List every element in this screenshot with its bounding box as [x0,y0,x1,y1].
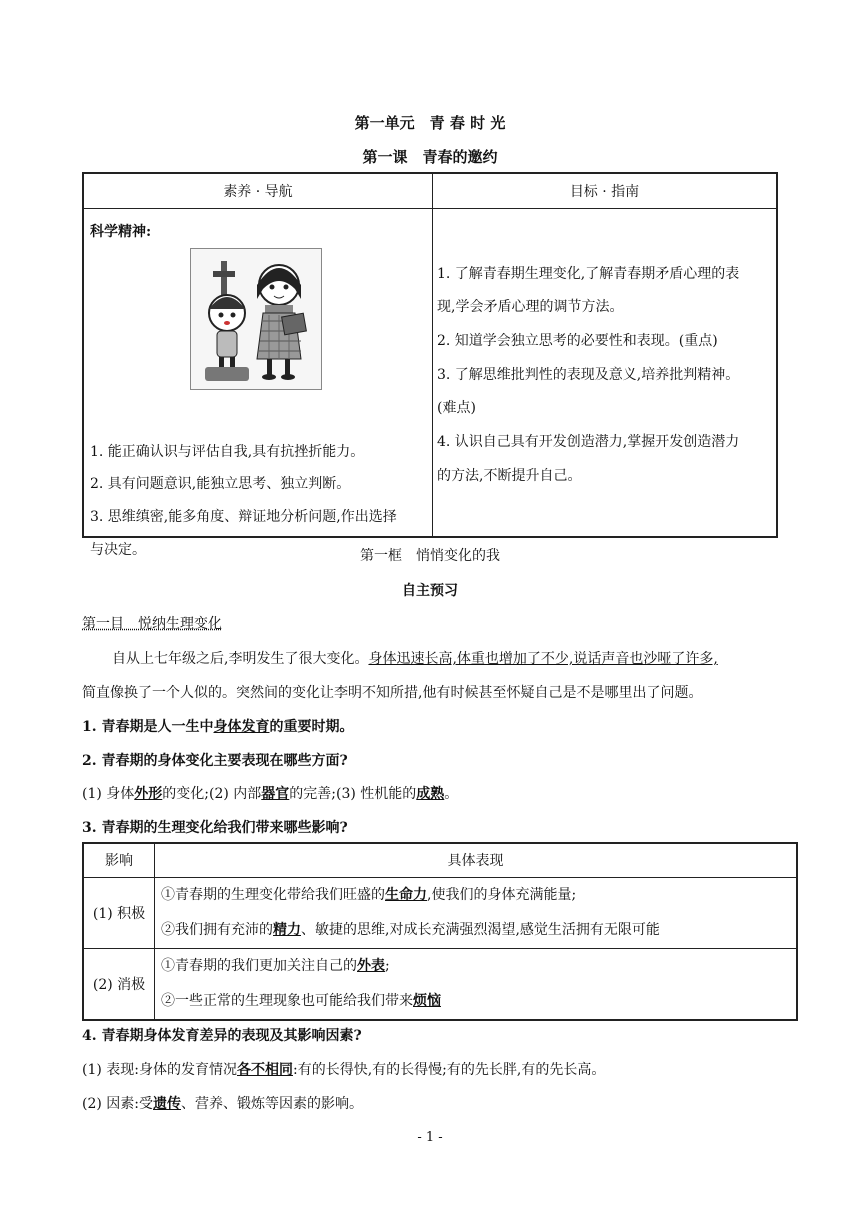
goal-item: 的方法,不断提升自己。 [437,468,582,484]
answer-4-2 [82,1093,363,1113]
q-text: 的重要时期。 [269,719,354,735]
a-text: 、营养、锻炼等因素的影响。 [181,1096,363,1112]
literacy-heading: 科学精神: [90,224,152,240]
cell-text: ①青春期的我们更加关注自己的 [161,957,357,974]
cartoon-illustration [190,248,322,390]
question-1 [82,716,354,736]
story-text-underlined: 身体迅速长高,体重也增加了不少,说话声音也沙哑了许多, [368,651,718,667]
header-literacy: 素养 · 导航 [83,173,433,209]
answer-blank: 遗传 [153,1096,181,1112]
answer-blank: 器官 [261,786,290,802]
answer-blank: 烦恼 [413,992,441,1009]
page-number: - 1 - [417,1130,443,1145]
goal-item: (难点) [437,400,476,416]
lesson-title: 第一课 青春的邀约 [362,148,498,166]
answer-blank: 外形 [134,786,163,802]
cell-text: ②我们拥有充沛的 [161,921,273,938]
question-4: 4. 青春期身体发育差异的表现及其影响因素? [82,1028,362,1044]
literacy-item: 1. 能正确认识与评估自我,具有抗挫折能力。 [90,444,365,460]
goal-item: 3. 了解思维批判性的表现及意义,培养批判精神。 [437,367,740,383]
impact-table [82,842,798,1021]
goal-item: 2. 知道学会独立思考的必要性和表现。(重点) [437,333,718,349]
a-text: :有的长得快,有的长得慢;有的先长胖,有的先长高。 [293,1062,606,1078]
answer-blank: 外表 [357,957,385,974]
goal-item: 1. 了解青春期生理变化,了解青春期矛盾心理的表 [437,266,740,282]
literacy-item: 与决定。 [90,542,146,558]
negative-label: (2) 消极 [83,948,155,1020]
story-line-1 [112,648,718,668]
positive-item-1 [161,878,790,913]
answer-blank: 生命力 [385,886,427,903]
story-line-2: 简直像换了一个人似的。突然间的变化让李明不知所措,他有时候甚至怀疑自己是不是哪里出了问题。 [82,685,703,701]
cell-text: 、敏捷的思维,对成长充满强烈渴望,感觉生活拥有无限可能 [301,921,660,938]
girls-height-icon [191,249,321,389]
positive-label: (1) 积极 [83,877,155,948]
question-3: 3. 青春期的生理变化给我们带来哪些影响? [82,820,348,836]
story-text: 自从上七年级之后,李明发生了很大变化。 [112,651,369,667]
a-text: 的完善;(3) 性机能的 [289,786,417,802]
cell-text: ; [385,957,390,974]
literacy-item: 3. 思维缜密,能多角度、辩证地分析问题,作出选择 [90,509,397,525]
positive-cell [155,877,798,948]
cell-text: ①青春期的生理变化带给我们旺盛的 [161,886,385,903]
cell-text: ②一些正常的生理现象也可能给我们带来 [161,992,413,1009]
answer-blank: 成熟 [416,786,445,802]
a-text: (1) 身体 [82,786,135,802]
cell-text: ,使我们的身体充满能量; [427,886,577,903]
detail-header: 具体表现 [155,843,798,877]
header-goals: 目标 · 指南 [433,173,778,209]
answer-blank: 身体发育 [213,719,270,735]
negative-cell [155,948,798,1020]
a-text: 的变化;(2) 内部 [162,786,262,802]
subsection-title: 第一目 悦纳生理变化 [82,616,222,632]
a-text: 。 [444,786,459,802]
unit-title: 第一单元 青 春 时 光 [354,114,506,132]
a-text: (2) 因素:受 [82,1096,153,1112]
answer-4-1 [82,1059,605,1079]
preview-title: 自主预习 [402,583,458,599]
goals-cell [433,209,778,538]
q-text: 1. 青春期是人一生中 [82,719,214,735]
negative-item-1 [161,949,790,984]
goal-item: 现,学会矛盾心理的调节方法。 [437,299,624,315]
goal-item: 4. 认识自己具有开发创造潜力,掌握开发创造潜力 [437,434,740,450]
answer-2 [82,783,458,803]
negative-item-2 [161,984,790,1019]
a-text: (1) 表现:身体的发育情况 [82,1062,237,1078]
impact-header: 影响 [83,843,155,877]
question-2: 2. 青春期的身体变化主要表现在哪些方面? [82,753,348,769]
section-title: 第一框 悄悄变化的我 [360,548,500,564]
positive-item-2 [161,913,790,948]
answer-blank: 精力 [273,921,301,938]
answer-blank: 各不相同 [237,1062,293,1078]
literacy-item: 2. 具有问题意识,能独立思考、独立判断。 [90,476,351,492]
